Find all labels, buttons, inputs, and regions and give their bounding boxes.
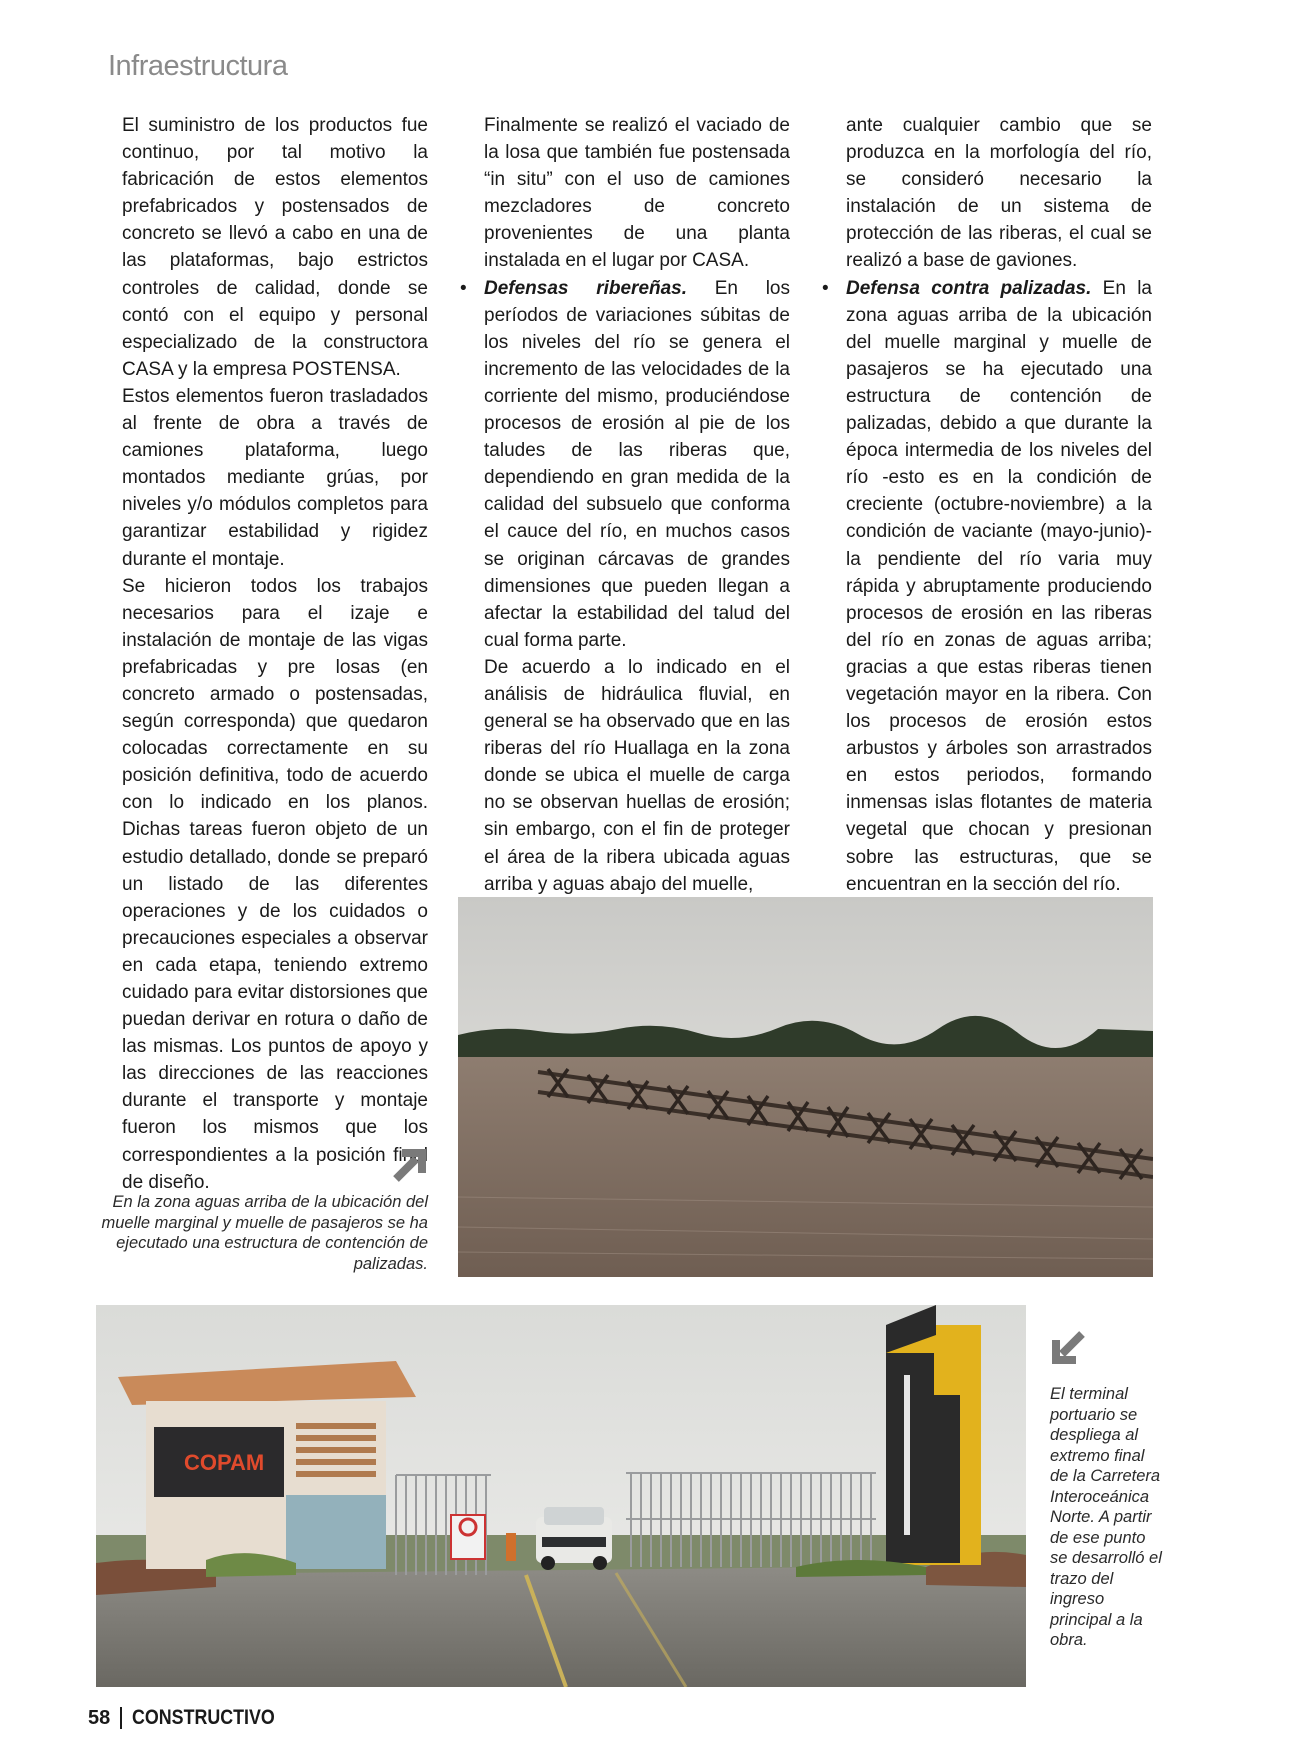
page-number: 58 (88, 1706, 111, 1729)
page-footer (88, 1706, 300, 1730)
copam-sign: COPAM (184, 1450, 265, 1475)
bullet-item (822, 275, 1152, 898)
river-palisade-photo (458, 897, 1153, 1277)
bullet-text: En la zona aguas arriba de la ubicación del muelle marginal y muelle de pasajeros se ha ejecutado una estructura de contención de palizadas, debido a que durante la época intermedia de los niveles del río -esto es en la condición de creciente (octubre-noviembre) a la condición de vaciante (mayo-junio)- la pendiente del río varia muy rápida y abruptamente produciendo procesos de erosión en las riberas del río en zonas de aguas arriba; gracias a que estas riberas tienen vegetación mayor en la ribera. Con los procesos de erosión estos arbustos y árboles son arrastrados en estos periodos, formando inmensas islas flotantes de materia vegetal que chocan y presionan sobre las estructuras, que se encuentran en la sección del río. (846, 277, 1152, 895)
text-column-3 (822, 112, 1152, 898)
bullet-icon: • (822, 277, 829, 299)
bullet-title: Defensa contra palizadas. (846, 277, 1092, 299)
bullet-text: En los períodos de variaciones súbitas de los niveles del río se genera el incremento de las velocidades de la corriente del mismo, produciéndose procesos de erosión al pie de los taludes de las riberas que, dependiendo en gran medida de la calidad del subsuelo que conforma el cauce del río, en muchos casos se originan cárcavas de grandes dimensiones que pueden llegan a afectar la estabilidad del talud del cual forma parte. (484, 277, 790, 651)
paragraph: Estos elementos fueron trasladados al frente de obra a través de camiones plataforma, luego montados mediante grúas, por niveles y/o módulos completos para garantizar estabilidad y rigidez durante el montaje. (122, 385, 428, 570)
paragraph: De acuerdo a lo indicado en el análisis de hidráulica fluvial, en general se ha observado que en las riberas del río Huallaga en la zona donde se ubica el muelle de carga no se observan huellas de erosión; sin embargo, con el fin de proteger el área de la ribera ubicada aguas arriba y aguas abajo del muelle, (484, 656, 790, 895)
paragraph: El suministro de los productos fue continuo, por tal motivo la fabricación de estos elementos prefabricados y postensados de concreto se llevó a cabo en una de las plataformas, bajo estrictos controles de calidad, donde se contó con el equipo y personal especializado de la constructora CASA y la empresa POSTENSA. (122, 115, 428, 380)
paragraph: Se hicieron todos los trabajos necesarios para el izaje e instalación de montaje de las vigas prefabricadas y pre losas (en concreto armado o postensadas, según corresponda) que quedaron colocadas correctamente en su posición definitiva, todo de acuerdo con lo indicado en los planos. Dichas tareas fueron objeto de un estudio detallado, donde se preparó un listado de las diferentes operaciones y de los cuidados o precauciones especiales a observar en cada etapa, teniendo extremo cuidado para evitar distorsiones que puedan derivar en rotura o daño de las mismas. Los puntos de apoyo y las direcciones de las reacciones durante el transporte y montaje fueron los mismos que los correspondientes a la posición final de diseño. (122, 575, 428, 1193)
text-column-1 (122, 112, 428, 1196)
port-entrance-photo (96, 1305, 1026, 1687)
paragraph: Finalmente se realizó el vaciado de la losa que también fue postensada “in situ” con el uso de camiones mezcladores de concreto provenientes de una planta instalada en el lugar por CASA. (484, 115, 790, 272)
figure-caption-1: En la zona aguas arriba de la ubicación del muelle marginal y muelle de pasajeros se ha ejecutado una estructura de contención de palizadas. (101, 1193, 428, 1273)
bullet-icon: • (460, 277, 467, 299)
bullet-title: Defensas ribereñas. (484, 277, 688, 299)
section-title: Infraestructura (108, 50, 288, 82)
paragraph: ante cualquier cambio que se produzca en la morfología del río, se consideró necesario la instalación de un sistema de protección de las riberas, el cual se realizó a base de gaviones. (846, 115, 1152, 272)
footer-divider (120, 1707, 122, 1729)
arrow-down-left-icon (1050, 1330, 1086, 1366)
arrow-up-right-icon (392, 1147, 428, 1183)
figure-caption-2: El terminal portuario se despliega al extremo final de la Carretera Interoceánica Norte. A partir de ese punto se desarrolló el trazo del ingreso principal a la obra. (1050, 1385, 1162, 1649)
bullet-item (460, 275, 790, 654)
text-column-2 (460, 112, 790, 898)
magazine-name: CONSTRUCTIVO (132, 1706, 276, 1729)
